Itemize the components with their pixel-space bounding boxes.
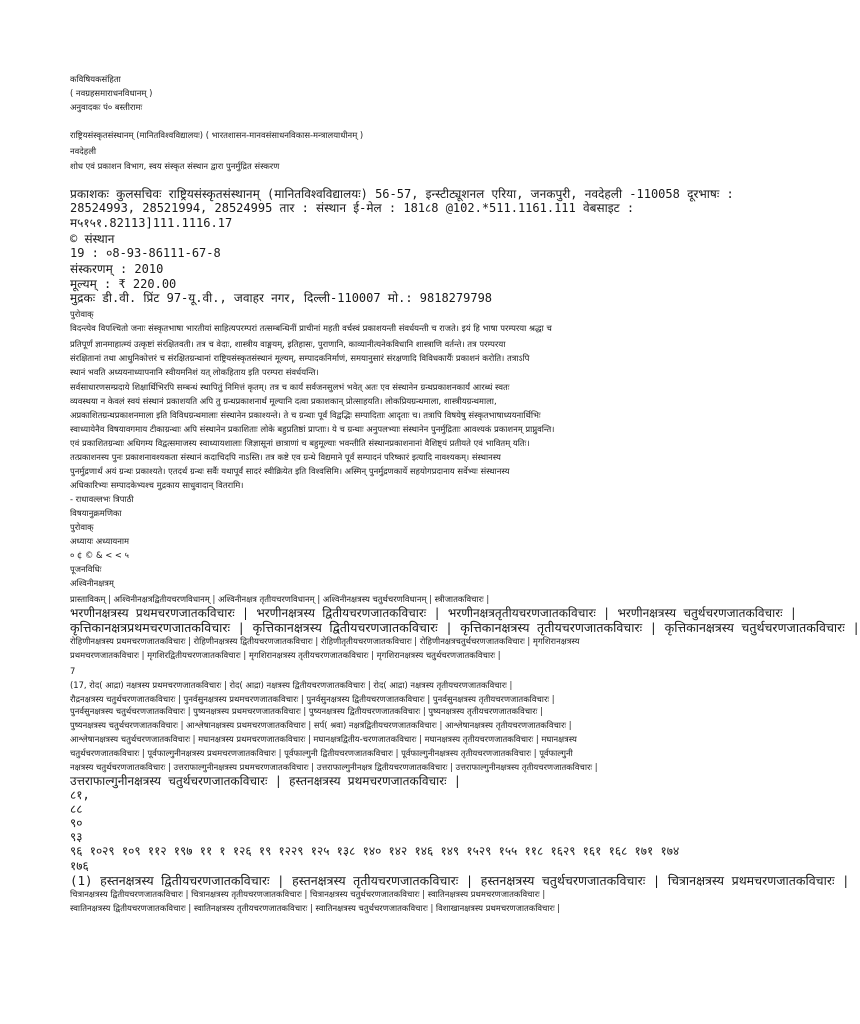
text-line: राष्ट्रियसंस्कृतसंस्थानम् (मानितविश्वविद्यालयः) ( भारतशासन-मानवसंसाधनविकास-मन्त्रालयाधीनम् ) <box>70 130 364 140</box>
text-line: अधिकारिभ्यः सम्पादकेभ्यश्च मुद्रकाय साधुवादान् वितरामि। <box>70 480 244 490</box>
text-line: स्वाध्यायेनैव विषयावगमाय टीकाग्रन्थाः अपि संस्थानेन प्रकाशिताः लोके बहुप्रतिष्ठां प्राप्ताः। ये च ग्रन्थाः अनुपलभ्याः संस्थानेन पुनर्मुद्रिताः आवश्यकं प्रकाशनम् प्राप्नुवन्ति। <box>70 424 555 434</box>
text-line: व्यवस्थया न केवलं स्वयं संस्थानं प्रकाशयति अपि तु ग्रन्थप्रकाशनार्थं मूल्यानि दत्वा प्रकाशकान् प्रोत्साहयति। लोकप्रियग्रन्थमाला, शास्त्रीयग्रन्थमाला, <box>70 396 497 406</box>
text-line: पुरोवाक् <box>70 522 94 532</box>
text-line: पुरोवाक् <box>70 309 94 319</box>
text-line: सर्वसाधारणसम्प्रदाये शिक्षार्थिभिरपि सम्बन्धं स्थापितुं निमित्तं कृतम्। तत्र च कार्यं सर्वजनसुलभं भवेत् अतः एव संस्थानेन ग्रन्थप्रकाशनकार्यं आरब्धं स्वतः <box>70 382 510 392</box>
text-line: पुष्यनक्षत्रस्य चतुर्थचरणजातकविचारः | आश्लेषानक्षत्रस्य प्रथमचरणजातकविचारः | सर्प( श्रवा) नक्षत्रद्वितीयचरणजातकविचारः | आश्लेषानक्षत्रस्य तृतीयचरणजातकविचारः | <box>70 720 572 730</box>
text-line: प्रथमचरणजातकविचारः | मृगशिरद्वितीयचरणजातकविचारः | मृगशिरानक्षत्रस्य तृतीयचरणजातकविचारः | मृगशिरानक्षत्रस्य चतुर्थचरणजातकविचारः | <box>70 650 501 660</box>
text-line: रोहिणीनक्षत्रस्य प्रथमचरणजातकविचारः | रोहिणीनक्षत्रस्य द्वितीयचरणजातकविचारः | रोहिणीतृतीयचरणजातकविचारः | रोहिणीनक्षत्रचतुर्थचरणजातकविचारः | मृगशिरानक्षत्रस्य <box>70 636 580 646</box>
text-line: प्रतिपूर्णं ज्ञानमाहात्म्यं उत्कृष्टां संरक्षितवती। तत्र च वेदाः, शास्त्रीय वाङ्मयम्, इतिहासः, पुराणानि, काव्यानीत्यनेकविधानि शास्त्राणि वर्तन्ते। तत्र परम्परया <box>70 339 506 349</box>
text-line: म५१५१.82113]111.1116.17 <box>70 216 233 230</box>
text-line: शोध एवं प्रकाशन विभाग, स्वय संस्कृत संस्थान द्वारा पुनर्मुद्रित संस्करण <box>70 161 280 171</box>
text-line: उत्तराफाल्गुनीनक्षत्रस्य चतुर्थचरणजातकविचारः | हस्तनक्षत्रस्य प्रथमचरणजातकविचारः | <box>70 774 462 788</box>
text-line: पुनर्मुद्रणार्थं अयं ग्रन्थः प्रकाश्यते। एतदर्थं ग्रन्थः सर्वैः यथापूर्वं सादरं स्वीक्रियेत इति विश्वसिमि। अस्मिन् पुनर्मुद्रणकार्ये सहयोगप्रदानाय सर्वेभ्यः संस्थानस्य <box>70 466 510 476</box>
text-line: एवं प्रकाशितग्रन्थाः अधिगम्य विद्वत्समाजस्य स्वाध्यायशालाः जिज्ञासूनां छात्राणां च बहुमूल्याः भवन्तीति संस्थानप्रकाशनानां वैशिष्ट्यं प्रतीयते एवं भावितम् यतिः। <box>70 438 530 448</box>
text-line: अश्विनीनक्षत्रम् <box>70 578 114 588</box>
text-line: भरणीनक्षत्रस्य प्रथमचरणजातकविचारः | भरणीनक्षत्रस्य द्वितीयचरणजातकविचारः | भरणीनक्षत्रतृतीयचरणजातकविचारः | भरणीनक्षत्रस्य चतुर्थचरणजातकविचारः | <box>70 606 798 620</box>
text-line: स्वातिनक्षत्रस्य द्वितीयचरणजातकविचारः | स्वातिनक्षत्रस्य तृतीयचरणजातकविचारः | स्वातिनक्षत्रस्य चतुर्थचरणजातकविचारः | विशाखानक्षत्रस्य प्रथमचरणजातकविचारः | <box>70 903 561 913</box>
text-line: 28524993, 28521994, 28524995 तार : संस्थान ई-मेल : 181८8 @102.*511.1161.111 वेबसाइट : <box>70 201 635 215</box>
text-line: विषयानुक्रमणिका <box>70 508 122 518</box>
text-line: संस्करणम् : 2010 <box>70 262 164 276</box>
text-line: पुनर्वसुनक्षत्रस्य चतुर्थचरणजातकविचारः | पुष्यनक्षत्रस्य प्रथमचरणजातकविचारः | पुष्यनक्षत्रस्य द्वितीयचरणजातकविचारः | पुष्यनक्षत्रस्य तृतीयचरणजातकविचारः | <box>70 706 543 716</box>
text-line: ८८ <box>70 802 83 816</box>
text-line: 19 : ०8-93-86111-67-8 <box>70 246 221 260</box>
text-line: (1) हस्तनक्षत्रस्य द्वितीयचरणजातकविचारः | हस्तनक्षत्रस्य तृतीयचरणजातकविचारः | हस्तनक्षत्रस्य चतुर्थचरणजातकविचारः | चित्रानक्षत्रस्य प्रथमचरणजातकविचारः | <box>70 873 850 888</box>
text-line: प्रकाशकः कुलसचिवः राष्ट्रियसंस्कृतसंस्थानम् (मानितविश्वविद्यालयः) 56-57, इन्स्टीट्यूशनल एरिया, जनकपुरी, नवदेहली -110058 दूरभाषः : <box>70 187 734 201</box>
text-line: पूजनविधिः <box>70 564 102 574</box>
text-line: 7 <box>70 666 76 676</box>
text-line: रौद्रनक्षत्रस्य चतुर्थचरणजातकविचारः | पुनर्वसुनक्षत्रस्य प्रथमचरणजातकविचारः | पुनर्वसुनक्षत्रस्य द्वितीयचरणजातकविचारः | पुनर्वसुनक्षत्रस्य तृतीयचरणजातकविचारः | <box>70 694 555 704</box>
text-line: मुद्रकः डी.वी. प्रिंट 97-यू.वी., जवाहर नगर, दिल्ली-110007 मो.: 9818279798 <box>70 291 493 305</box>
text-line: (17, रोद( आद्रा) नक्षत्रस्य प्रथमचरणजातकविचारः | रोद( आद्रा) नक्षत्रस्य द्वितीयचरणजातकविचारः | रोद( आद्रा) नक्षत्रस्य तृतीयचरणजातकविचारः | <box>70 680 513 690</box>
text-line: - राधावल्लभः त्रिपाठी <box>70 494 134 504</box>
text-line: कविषियकसंहिता <box>70 74 121 84</box>
text-line: विदन्त्येव विपश्चितो जनाः संस्कृतभाषा भारतीयां साहित्यपरम्परां तत्सम्बन्धिनीं प्राचीनां महती वर्चस्वं प्रकाशयन्ती संवर्धयन्ती च राजते। इयं हि भाषा परम्परया श्रद्धा च <box>70 323 552 333</box>
text-line: ९६ १०२९ १०९ ११२ १९७ ११ १ १२६ १९ १२२९ १२५ १३८ १४० १४२ १४६ १४९ १५२९ १५५ ११८ १६२९ १६१ १६८ १७१ १७४ <box>70 844 680 858</box>
text-line: तत्प्रकाशनस्य पुनः प्रकाशनावश्यकता संस्थानं कदाचिदपि नाऽस्ति। तत्र कष्टे एव ग्रन्थे विद्यमाने पूर्वं सम्पादनं परिष्कारं इत्यादि नावश्यकम्। संस्थानस्य <box>70 452 501 462</box>
text-line: अप्रकाशितग्रन्थप्रकाशनमाला इति विविधग्रन्थमालाः संस्थानेन प्रकाश्यन्ते। ते च ग्रन्थाः पूर्वं विद्वद्भिः सम्पादिताः आदृताः च। तत्रापि विषयेषु संस्कृतभाषाध्ययनार्थिभिः <box>70 410 541 420</box>
text-line: ० ¢ © & < < ५ <box>70 550 129 560</box>
text-line: आश्लेषानक्षत्रस्य चतुर्थचरणजातकविचारः | मघानक्षत्रस्य प्रथमचरणजातकविचारः | मघानक्षत्रद्वितीय-चरणजातकविचारः | मघानक्षत्रस्य तृतीयचरणजातकविचारः | मघानक्षत्रस्य <box>70 734 577 744</box>
text-line: © संस्थान <box>70 232 115 246</box>
text-line: मूल्यम् : ₹ 220.00 <box>70 277 177 291</box>
text-line: चित्रानक्षत्रस्य द्वितीयचरणजातकविचारः | चित्रानक्षत्रस्य तृतीयचरणजातकविचारः | चित्रानक्षत्रस्य चतुर्थचरणजातकविचारः | स्वातिनक्षत्रस्य प्रथमचरणजातकविचारः | <box>70 889 546 899</box>
text-line: नवदेहली <box>70 146 97 156</box>
text-line: ९३ <box>70 830 83 844</box>
text-line: कृत्तिकानक्षत्रप्रथमचरणजातकविचारः | कृत्तिकानक्षत्रस्य द्वितीयचरणजातकविचारः | कृत्तिकानक्षत्रस्य तृतीयचरणजातकविचारः | कृत्तिकानक्षत्रस्य चतुर्थचरणजातकविचारः | <box>70 620 860 635</box>
text-line: ८१, <box>70 788 90 802</box>
text-line: संरक्षितानां तथा आधुनिकोत्तरं च संरक्षितग्रन्थानां राष्ट्रियसंस्कृतसंस्थानं मूल्यम्, सम्पादकनिर्माणं, समयानुसारं संरक्षणादि विविधकार्यैः प्रकाशनं करोति। तत्राऽपि <box>70 353 530 363</box>
text-line: प्रास्ताविकम् | अश्विनीनक्षत्रद्वितीयचरणविधानम् | अश्विनीनक्षत्र तृतीयचरणविधानम् | अश्विनीनक्षत्रस्य चतुर्थचरणविधानम् | स्त्रीजातकविचारः | <box>70 594 490 604</box>
text-line: १७६ <box>70 859 89 873</box>
text-line: ( नवग्रहसमाराधनविधानम् ) <box>70 88 153 98</box>
text-line: अध्यायः अध्यायनाम <box>70 536 130 546</box>
text-line: चतुर्थचरणजातकविचारः | पूर्वफाल्गुनीनक्षत्रस्य प्रथमचरणजातकविचारः | पूर्वफाल्गुनी द्वितीयचरणजातकविचारः | पूर्वफाल्गुनीनक्षत्रस्य तृतीयचरणजातकविचारः | पूर्वफाल्गुनी <box>70 748 573 758</box>
text-line: ९० <box>70 816 83 830</box>
text-line: अनुवादकः पं० बस्तीरामः <box>70 102 143 112</box>
text-line: नक्षत्रस्य चतुर्थचरणजातकविचारः | उत्तराफाल्गुनीनक्षत्रस्य प्रथमचरणजातकविचारः | उत्तराफाल्गुनीनक्षत्र द्वितीयचरणजातकविचारः | उत्तराफाल्गुनीनक्षत्रस्य तृतीयचरणजातकविचारः | <box>70 762 598 772</box>
text-line: स्थानं भवति अध्ययनाध्यापनानि स्वीयमनिशं यत् लोकहिताय इति परम्परा संवर्धयन्ति। <box>70 367 319 377</box>
